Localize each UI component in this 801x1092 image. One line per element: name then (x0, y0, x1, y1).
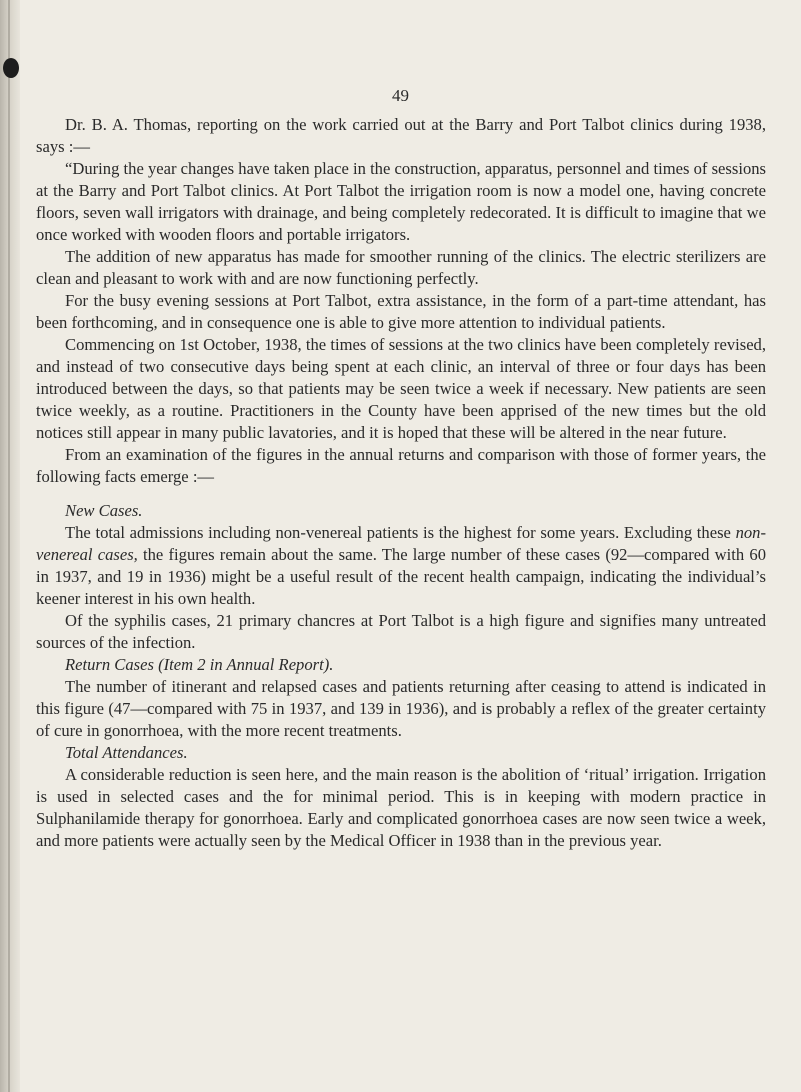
page-body (36, 114, 766, 852)
return-cases-heading-paren: (Item 2 in Annual Report). (153, 655, 334, 674)
paragraph-return-cases: The number of itinerant and relapsed cases and patients returning after ceasing to attend is indicated in this figure (47—compared with 75 in 1937, and 139 in 1936), and is probably a reflex of the greater certainty of cure in gonorrhoea, with the more recent treatments. (36, 677, 766, 740)
paragraph-irrigation-room: “During the year changes have taken place in the construction, apparatus, personnel and times of sessions at the Barry and Port Talbot clinics. At Port Talbot the irrigation room is now a model one, having concrete floors, seven wall irrigators with drainage, and being completely redecorated. It is difficult to imagine that we once worked with wooden floors and portable irrigators. (36, 159, 766, 244)
intro-paragraph: Dr. B. A. Thomas, reporting on the work carried out at the Barry and Port Talbot clinics during 1938, says :— (36, 115, 766, 156)
new-cases-text-a: The total admissions including non-venereal patients is the highest for some years. Excluding these (65, 523, 736, 542)
heading-return-cases (36, 654, 766, 676)
new-cases-emphasis: non-venereal cases, (36, 523, 766, 564)
binding-gutter (0, 0, 20, 1092)
paragraph-session-times: Commencing on 1st October, 1938, the times of sessions at the two clinics have been completely revised, and instead of two consecutive days being spent at each clinic, an interval of three or four days has been introduced between the days, so that patients may be seen twice a week if necessary. New patients are seen twice weekly, as a routine. Practitioners in the County have been apprised of the new times but the old notices still appear in many public lavatories, and it is hoped that these will be altered in the near future. (36, 335, 766, 442)
paragraph-new-cases (36, 522, 766, 610)
heading-new-cases: New Cases. (65, 501, 143, 520)
page-number: 49 (392, 86, 409, 105)
paragraph-total-attendances: A considerable reduction is seen here, and the main reason is the abolition of ‘ritual’ irrigation. Irrigation is used in selected cases and the for minimal period. This is in keeping with modern practice in Sulphanilamide therapy for gonorrhoea. Early and complicated gonorrhoea cases are now seen twice a week, and more patients were actually seen by the Medical Officer in 1938 than in the previous year. (36, 765, 766, 850)
binding-edge-line (8, 0, 10, 1092)
paragraph-apparatus: The addition of new apparatus has made for smoother running of the clinics. The electric sterilizers are clean and pleasant to work with and are now functioning perfectly. (36, 247, 766, 288)
heading-total-attendances: Total Attendances. (65, 743, 188, 762)
return-cases-heading-main: Return Cases (65, 655, 154, 674)
binder-hole (3, 58, 19, 78)
paragraph-figures: From an examination of the figures in the annual returns and comparison with those of former years, the following facts emerge :— (36, 445, 766, 486)
paragraph-syphilis: Of the syphilis cases, 21 primary chancres at Port Talbot is a high figure and signifies many untreated sources of the infection. (36, 611, 766, 652)
new-cases-text-b: the figures remain about the same. The large number of these cases (92—compared with 60 in 1937, and 19 in 1936) might be a useful result of the recent health campaign, indicating the individual’s keener interest in his own health. (36, 545, 766, 608)
paragraph-evening-sessions: For the busy evening sessions at Port Talbot, extra assistance, in the form of a part-time attendant, has been forthcoming, and in consequence one is able to give more attention to individual patients. (36, 291, 766, 332)
